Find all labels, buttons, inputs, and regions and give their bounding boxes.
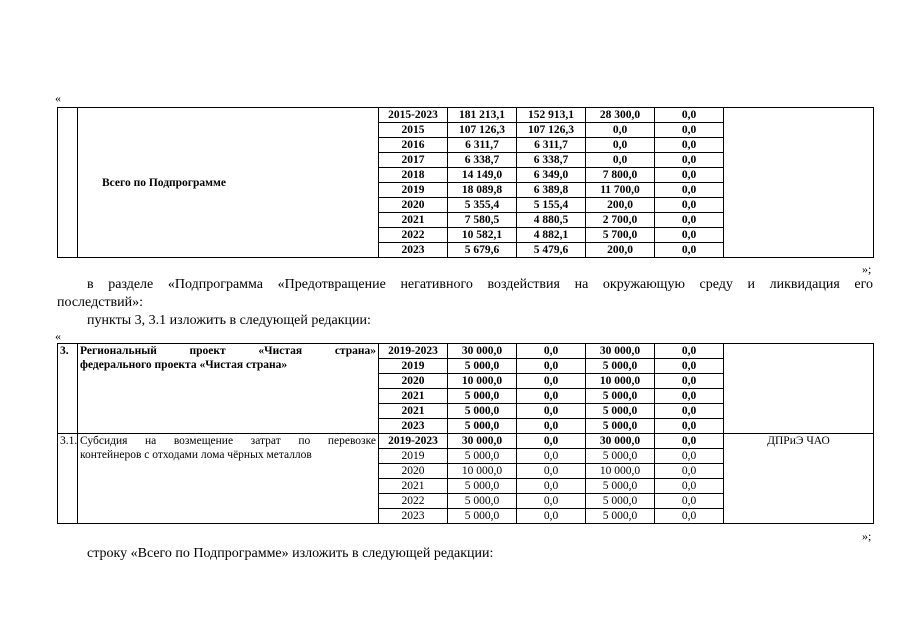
value-cell: 30 000,0 [586,434,655,449]
value-cell: 0,0 [655,228,724,243]
value-cell: 0,0 [655,108,724,123]
value-cell: 2019-2023 [379,434,448,449]
value-cell: 152 913,1 [517,108,586,123]
paragraph-section-intro-cont: последствий»: [57,295,144,310]
value-cell: 2023 [379,509,448,524]
subprogram-total-table [57,107,874,258]
item-label-line: федерального проекта «Чистая страна» [80,359,288,371]
value-cell: 0,0 [655,449,724,464]
value-cell: 10 000,0 [586,464,655,479]
value-cell: 5 000,0 [586,404,655,419]
item-number-cell [58,108,78,258]
value-cell: 0,0 [655,434,724,449]
value-cell: 5 000,0 [586,509,655,524]
value-cell: 0,0 [655,509,724,524]
value-cell: 2018 [379,168,448,183]
open-quote: « [55,91,61,105]
value-cell: 5 000,0 [586,359,655,374]
executor-cell [724,344,874,434]
value-cell: 2022 [379,228,448,243]
value-cell: 0,0 [655,168,724,183]
value-cell: 0,0 [655,138,724,153]
value-cell: 28 300,0 [586,108,655,123]
item-number-cell: 3.1. [58,434,78,524]
value-cell: 2021 [379,213,448,228]
value-cell: 0,0 [517,419,586,434]
value-cell: 107 126,3 [448,123,517,138]
value-cell: 30 000,0 [448,344,517,359]
value-cell: 4 882,1 [517,228,586,243]
value-cell: 0,0 [517,374,586,389]
value-cell: 5 000,0 [586,449,655,464]
value-cell: 5 000,0 [586,494,655,509]
value-cell: 0,0 [655,183,724,198]
value-cell: 0,0 [517,344,586,359]
value-cell: 0,0 [517,449,586,464]
value-cell: 0,0 [655,243,724,258]
value-cell: 0,0 [655,153,724,168]
value-cell: 2019 [379,449,448,464]
value-cell: 10 000,0 [448,464,517,479]
value-cell: 0,0 [655,123,724,138]
value-cell: 0,0 [655,213,724,228]
value-cell: 0,0 [655,389,724,404]
value-cell: 7 580,5 [448,213,517,228]
value-cell: 14 149,0 [448,168,517,183]
value-cell: 0,0 [655,404,724,419]
item-label-cell [78,344,379,434]
value-cell: 5 000,0 [448,479,517,494]
value-cell: 2023 [379,243,448,258]
value-cell: 2019 [379,183,448,198]
item-label-cell [78,434,379,524]
value-cell: 18 089,8 [448,183,517,198]
row-label-cell: Всего по Подпрограмме [78,108,379,258]
paragraph-section-intro: в разделе «Подпрограмма «Предотвращение негативного воздействия на окружающую среду и ликвидация его [87,277,873,292]
value-cell: 0,0 [586,123,655,138]
item-number-cell: 3. [58,344,78,434]
points-table [57,343,874,524]
value-cell: 0,0 [517,509,586,524]
value-cell: 2016 [379,138,448,153]
value-cell: 2019 [379,359,448,374]
value-cell: 5 000,0 [448,359,517,374]
value-cell: 2022 [379,494,448,509]
value-cell: 2020 [379,198,448,213]
value-cell: 6 338,7 [517,153,586,168]
value-cell: 0,0 [517,434,586,449]
value-cell: 5 000,0 [586,389,655,404]
value-cell: 0,0 [655,359,724,374]
table-row [58,344,874,359]
value-cell: 0,0 [517,494,586,509]
value-cell: 0,0 [517,389,586,404]
value-cell: 2017 [379,153,448,168]
value-cell: 30 000,0 [448,434,517,449]
value-cell: 5 000,0 [448,404,517,419]
value-cell: 6 338,7 [448,153,517,168]
value-cell: 2020 [379,464,448,479]
value-cell: 10 000,0 [586,374,655,389]
value-cell: 5 679,6 [448,243,517,258]
item-label-line: контейнеров с отходами лома чёрных металлов [80,449,312,461]
value-cell: 0,0 [655,494,724,509]
paragraph-total-row: строку «Всего по Подпрограмме» изложить в следующей редакции: [87,546,494,561]
value-cell: 2021 [379,389,448,404]
value-cell: 2020 [379,374,448,389]
value-cell: 5 000,0 [586,479,655,494]
table-row [58,108,874,123]
value-cell: 6 349,0 [517,168,586,183]
value-cell: 10 000,0 [448,374,517,389]
value-cell: 2015-2023 [379,108,448,123]
executor-cell [724,108,874,258]
close-quote: »; [862,529,872,543]
item-label-line: Региональный проект «Чистая страна» [80,345,376,357]
value-cell: 0,0 [517,404,586,419]
value-cell: 0,0 [655,479,724,494]
value-cell: 0,0 [655,374,724,389]
value-cell: 5 000,0 [448,389,517,404]
value-cell: 200,0 [586,243,655,258]
value-cell: 2019-2023 [379,344,448,359]
value-cell: 5 155,4 [517,198,586,213]
value-cell: 0,0 [517,464,586,479]
executor-cell: ДПРиЭ ЧАО [724,434,874,524]
value-cell: 5 700,0 [586,228,655,243]
value-cell: 2023 [379,419,448,434]
value-cell: 0,0 [655,344,724,359]
value-cell: 2015 [379,123,448,138]
value-cell: 10 582,1 [448,228,517,243]
value-cell: 5 000,0 [586,419,655,434]
value-cell: 4 880,5 [517,213,586,228]
value-cell: 5 000,0 [448,494,517,509]
value-cell: 0,0 [655,464,724,479]
item-label-line: Субсидия на возмещение затрат по перевозке [80,435,376,447]
value-cell: 5 355,4 [448,198,517,213]
value-cell: 0,0 [517,359,586,374]
value-cell: 5 000,0 [448,449,517,464]
paragraph-points: пункты 3, 3.1 изложить в следующей редакции: [87,313,371,328]
value-cell: 181 213,1 [448,108,517,123]
value-cell: 30 000,0 [586,344,655,359]
value-cell: 5 000,0 [448,419,517,434]
value-cell: 5 479,6 [517,243,586,258]
value-cell: 2 700,0 [586,213,655,228]
value-cell: 7 800,0 [586,168,655,183]
value-cell: 2021 [379,404,448,419]
value-cell: 2021 [379,479,448,494]
value-cell: 0,0 [655,419,724,434]
value-cell: 200,0 [586,198,655,213]
value-cell: 0,0 [586,138,655,153]
value-cell: 5 000,0 [448,509,517,524]
close-quote: »; [862,262,872,276]
value-cell: 0,0 [517,479,586,494]
value-cell: 0,0 [586,153,655,168]
value-cell: 11 700,0 [586,183,655,198]
open-quote: « [55,329,61,343]
value-cell: 6 389,8 [517,183,586,198]
table-row [58,434,874,449]
value-cell: 6 311,7 [448,138,517,153]
value-cell: 0,0 [655,198,724,213]
value-cell: 6 311,7 [517,138,586,153]
value-cell: 107 126,3 [517,123,586,138]
